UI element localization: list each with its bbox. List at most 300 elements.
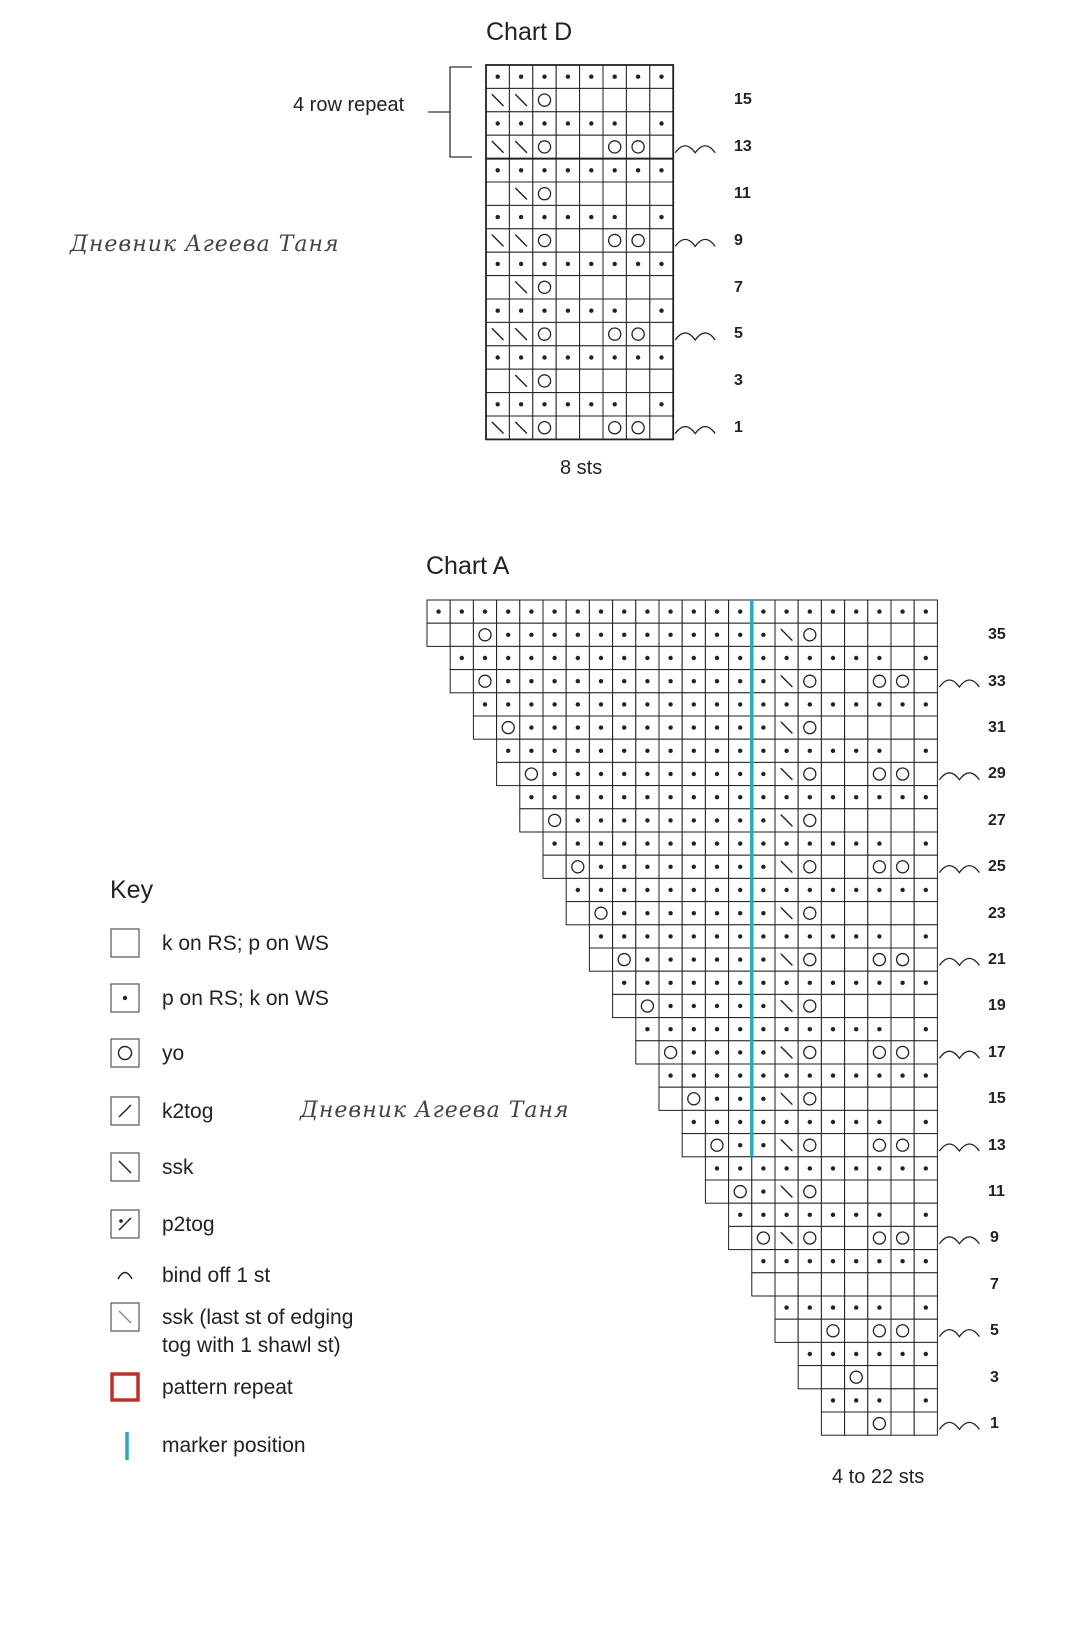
chart-a-cell [752,832,775,855]
chart-d-cell [580,135,603,158]
chart-a-cell [821,600,844,623]
chart-a-cell [752,1134,775,1157]
chart-a-cell [891,809,914,832]
chart-a-cell [636,878,659,901]
chart-a-cell [914,1087,937,1110]
chart-a-cell [752,1110,775,1133]
chart-a-cell [775,1250,798,1273]
chart-a-cell [891,994,914,1017]
chart-a-cell [473,600,496,623]
chart-a-cell [914,623,937,646]
chart-a-cell [705,1180,728,1203]
chart-d-cell [509,65,532,88]
chart-d-cell [486,346,509,369]
chart-a-cell [868,902,891,925]
chart-a-cell [752,600,775,623]
chart-a-cell [775,1041,798,1064]
chart-a-cell [589,762,612,785]
chart-d-cell [603,159,626,182]
chart-a-cell [613,832,636,855]
chart-d-cell [533,299,556,322]
chart-a-cell [891,1319,914,1342]
chart-a-cell [845,1180,868,1203]
chart-d-cell [626,229,649,252]
chart-a-cell [520,693,543,716]
chart-a-cell [891,1203,914,1226]
chart-d-cell [603,135,626,158]
chart-a-cell [636,1041,659,1064]
chart-d-cell [603,205,626,228]
chart-a-cell [821,1041,844,1064]
chart-a-cell [798,1273,821,1296]
chart-a-cell [821,1250,844,1273]
chart-a-cell [914,1319,937,1342]
chart-d-cell [533,88,556,111]
chart-a-cell [682,600,705,623]
bind-off-icon [675,146,715,153]
chart-d-cell [486,112,509,135]
chart-a-cell [775,902,798,925]
chart-a-cell [775,1203,798,1226]
chart-a-cell [845,1342,868,1365]
chart-a-cell [705,762,728,785]
key-label: p2tog [162,1213,215,1236]
chart-a-cell [868,1134,891,1157]
chart-a-cell [543,716,566,739]
chart-a-cell [613,670,636,693]
chart-a-cell [914,902,937,925]
bind-off-icon [939,958,979,965]
chart-a-cell [752,716,775,739]
chart-a-cell [868,832,891,855]
chart-d-cell [626,346,649,369]
chart-a-cell [775,832,798,855]
chart-a-cell [613,623,636,646]
key-label: k on RS; p on WS [162,932,329,955]
chart-a-cell [868,994,891,1017]
chart-a-cell [868,855,891,878]
chart-a-cell [798,1157,821,1180]
chart-a-cell [845,1319,868,1342]
chart-a-cell [868,1319,891,1342]
chart-a-cell [589,948,612,971]
chart-d-cell [486,322,509,345]
chart-d-cell [626,205,649,228]
repeat-icon [110,1372,140,1402]
chart-a-cell [613,948,636,971]
chart-d-cell [533,159,556,182]
chart-a-cell [821,971,844,994]
chart-a-cell [914,1064,937,1087]
chart-a-cell [845,809,868,832]
chart-a-cell [705,809,728,832]
chart-d-cell [626,276,649,299]
chart-d-cell [533,205,556,228]
chart-a-cell [682,623,705,646]
chart-a-cell [520,762,543,785]
chart-a-cell [891,1157,914,1180]
row-number: 23 [988,904,1006,922]
chart-a-cell [798,832,821,855]
row-number: 7 [734,278,743,296]
chart-d-cell [556,182,579,205]
signature-key: Дневник Агеева Таня [300,1098,570,1123]
chart-a-cell [520,646,543,669]
chart-a-cell [589,902,612,925]
chart-a-title: Chart A [426,552,510,580]
chart-a-cell [914,1296,937,1319]
chart-d-cell [486,205,509,228]
chart-a-cell [613,739,636,762]
chart-a-cell [566,600,589,623]
chart-a-cell [636,716,659,739]
chart-a-cell [659,994,682,1017]
chart-a-cell [659,902,682,925]
row-number: 15 [988,1090,1006,1108]
chart-a-cell [868,1226,891,1249]
ssk-icon [110,1152,140,1182]
chart-d-cell [486,182,509,205]
chart-a-cell [589,809,612,832]
chart-d-cell [626,416,649,439]
chart-a-cell [752,739,775,762]
chart-a-cell [636,646,659,669]
row-number: 15 [734,91,752,109]
dot-icon [110,983,140,1013]
chart-a-cell [914,1226,937,1249]
chart-a-cell [752,994,775,1017]
chart-a-cell [821,1180,844,1203]
chart-d-cell [650,416,673,439]
chart-a-cell [845,1412,868,1435]
chart-a-cell [705,948,728,971]
chart-a-cell [798,1041,821,1064]
chart-a-cell [891,948,914,971]
chart-a-cell [589,855,612,878]
bind-off-icon [939,680,979,687]
chart-a-cell [705,971,728,994]
chart-a-cell [543,762,566,785]
chart-a-cell [752,1041,775,1064]
chart-a-cell [705,902,728,925]
chart-a-cell [659,716,682,739]
chart-d-cell [533,252,556,275]
chart-a-cell [775,1226,798,1249]
chart-a-cell [682,925,705,948]
chart-d-cell [603,322,626,345]
chart-a-cell [566,809,589,832]
chart-a-cell [729,739,752,762]
chart-a-cell [543,739,566,762]
chart-a-cell [729,902,752,925]
chart-a-cell [520,600,543,623]
chart-a-cell [821,716,844,739]
chart-d-cell [533,369,556,392]
chart-a-cell [450,600,473,623]
chart-d-cell [650,182,673,205]
bind-off-icon [939,773,979,780]
chart-d-cell [556,276,579,299]
chart-a-cell [845,1366,868,1389]
chart-d-cell [556,252,579,275]
chart-d-cell [580,393,603,416]
chart-a-cell [729,646,752,669]
chart-a-cell [473,716,496,739]
chart-a-cell [868,1203,891,1226]
chart-a-cell [845,716,868,739]
chart-a-cell [821,1389,844,1412]
chart-d-cell [603,346,626,369]
chart-d-cell [580,276,603,299]
chart-a-cell [775,1157,798,1180]
chart-a-cell [659,600,682,623]
chart-a-cell [775,1296,798,1319]
chart-a-cell [845,623,868,646]
chart-d-cell [486,299,509,322]
chart-a-cell [775,1018,798,1041]
chart-a-cell [891,1366,914,1389]
chart-a-cell [914,1203,937,1226]
row-number: 7 [990,1275,999,1293]
chart-a-cell [752,1018,775,1041]
chart-a-cell [821,902,844,925]
chart-a-cell [682,855,705,878]
chart-a-cell [868,739,891,762]
chart-a-cell [845,1273,868,1296]
chart-a-cell [729,1203,752,1226]
chart-a-cell [891,1342,914,1365]
chart-a-cell [682,646,705,669]
chart-a-cell [729,948,752,971]
chart-a-cell [914,971,937,994]
chart-a-cell [682,878,705,901]
chart-a-cell [914,855,937,878]
key-label: yo [162,1042,185,1065]
chart-a-cell [914,832,937,855]
chart-a-cell [473,670,496,693]
chart-a-cell [798,1203,821,1226]
chart-a-cell [659,948,682,971]
chart-a-cell [891,693,914,716]
chart-a-cell [729,878,752,901]
chart-a-cell [798,1087,821,1110]
chart-a-cell [891,1110,914,1133]
row-number: 19 [988,997,1006,1015]
chart-a-cell [821,762,844,785]
chart-a-cell [798,1342,821,1365]
chart-a-cell [775,1180,798,1203]
chart-a-cell [636,693,659,716]
chart-d-title: Chart D [486,18,573,46]
chart-a-cell [752,1180,775,1203]
chart-a-cell [566,878,589,901]
chart-a-cell [682,971,705,994]
chart-d-cell [603,299,626,322]
chart-a-cell [914,646,937,669]
chart-a-cell [613,600,636,623]
chart-d-cell [580,205,603,228]
chart-a-cell [636,1018,659,1041]
chart-d-cell [509,416,532,439]
chart-a-cell [659,693,682,716]
chart-a-cell [845,1203,868,1226]
key-label: p on RS; k on WS [162,987,329,1010]
chart-d-cell [580,159,603,182]
chart-a-cell [798,762,821,785]
chart-d-cell [509,322,532,345]
chart-a-cell [775,994,798,1017]
chart-a-cell [543,670,566,693]
chart-a-cell [891,623,914,646]
chart-a-cell [752,902,775,925]
chart-d-cell [556,159,579,182]
chart-a-cell [891,855,914,878]
chart-a-cell [497,716,520,739]
chart-a-cell [497,600,520,623]
chart-a-cell [705,623,728,646]
chart-d-cell [603,252,626,275]
chart-a-cell [589,600,612,623]
chart-a-cell [798,670,821,693]
chart-a-cell [914,878,937,901]
chart-a-cell [636,855,659,878]
chart-a-cell [775,809,798,832]
bind-off-icon [939,1051,979,1058]
chart-a-cell [497,762,520,785]
chart-a-cell [821,1342,844,1365]
chart-d-cell [486,135,509,158]
chart-a-cell [891,1064,914,1087]
chart-a-cell [705,786,728,809]
chart-a-width-label: 4 to 22 sts [832,1466,925,1488]
chart-a-cell [845,925,868,948]
chart-a-cell [868,693,891,716]
chart-a-cell [752,948,775,971]
row-number: 9 [734,231,743,249]
chart-a-cell [891,1273,914,1296]
chart-a-cell [473,646,496,669]
bind-off-icon [675,239,715,246]
chart-a-cell [891,1087,914,1110]
chart-a-cell [845,1226,868,1249]
chart-a-cell [659,1018,682,1041]
chart-a-cell [543,855,566,878]
chart-a-cell [891,902,914,925]
chart-d-repeat-label: 4 row repeat [293,94,405,116]
chart-a-cell [868,1041,891,1064]
chart-a-cell [798,1180,821,1203]
chart-a-cell [798,1110,821,1133]
chart-d-cell [556,393,579,416]
chart-a-cell [659,832,682,855]
chart-a-cell [613,786,636,809]
chart-d-cell [650,112,673,135]
chart-d-cell [650,369,673,392]
chart-a-cell [891,878,914,901]
chart-a-cell [821,670,844,693]
chart-a-cell [705,1041,728,1064]
chart-a-cell [845,1087,868,1110]
chart-a-cell [914,670,937,693]
chart-d-cell [580,88,603,111]
chart-d-cell [556,88,579,111]
chart-a-cell [798,600,821,623]
chart-a-cell [775,1064,798,1087]
chart-a-cell [891,646,914,669]
chart-a-cell [821,1064,844,1087]
row-number: 13 [734,138,752,156]
chart-a-cell [613,902,636,925]
chart-a-cell [798,1064,821,1087]
chart-a-cell [705,1157,728,1180]
chart-a-cell [729,994,752,1017]
chart-d-cell [650,252,673,275]
chart-a-cell [845,1296,868,1319]
chart-a-cell [752,809,775,832]
chart-a-cell [891,786,914,809]
chart-a-cell [729,716,752,739]
chart-a-cell [914,600,937,623]
chart-a-cell [543,646,566,669]
chart-a-cell [589,739,612,762]
row-number: 3 [734,372,743,390]
chart-d-cell [650,346,673,369]
chart-a-cell [497,693,520,716]
chart-a-cell [798,1366,821,1389]
chart-a-cell [636,925,659,948]
chart-d-cell [533,346,556,369]
chart-a-cell [821,1226,844,1249]
p2tog-icon [110,1209,140,1239]
chart-a-cell [868,716,891,739]
chart-d-cell [509,393,532,416]
chart-d-cell [509,276,532,299]
chart-a-cell [914,786,937,809]
chart-a-cell [775,693,798,716]
chart-d-cell [486,159,509,182]
chart-a-cell [891,600,914,623]
chart-a-cell [775,971,798,994]
chart-a-cell [705,878,728,901]
chart-a-cell [636,809,659,832]
key-label-line2: tog with 1 shawl st) [162,1334,341,1357]
chart-a-cell [636,902,659,925]
chart-a-cell [868,646,891,669]
chart-a-cell [798,739,821,762]
chart-a-cell [589,670,612,693]
chart-a-cell [798,1250,821,1273]
chart-a-cell [775,716,798,739]
bind-off-icon [675,427,715,434]
key-label: pattern repeat [162,1376,293,1399]
chart-a-cell [845,693,868,716]
chart-d-cell [556,205,579,228]
chart-d-cell [533,229,556,252]
chart-a-cell [845,670,868,693]
chart-d-cell [580,65,603,88]
chart-a-cell [821,1412,844,1435]
chart-a-cell [845,902,868,925]
chart-a-cell [821,1018,844,1041]
bind-off-icon [939,1237,979,1244]
chart-d-cell [626,252,649,275]
chart-a-cell [891,832,914,855]
row-number: 3 [990,1368,999,1386]
chart-a-cell [752,1226,775,1249]
chart-a-cell [682,1041,705,1064]
chart-d-cell [650,276,673,299]
chart-a-cell [868,1412,891,1435]
